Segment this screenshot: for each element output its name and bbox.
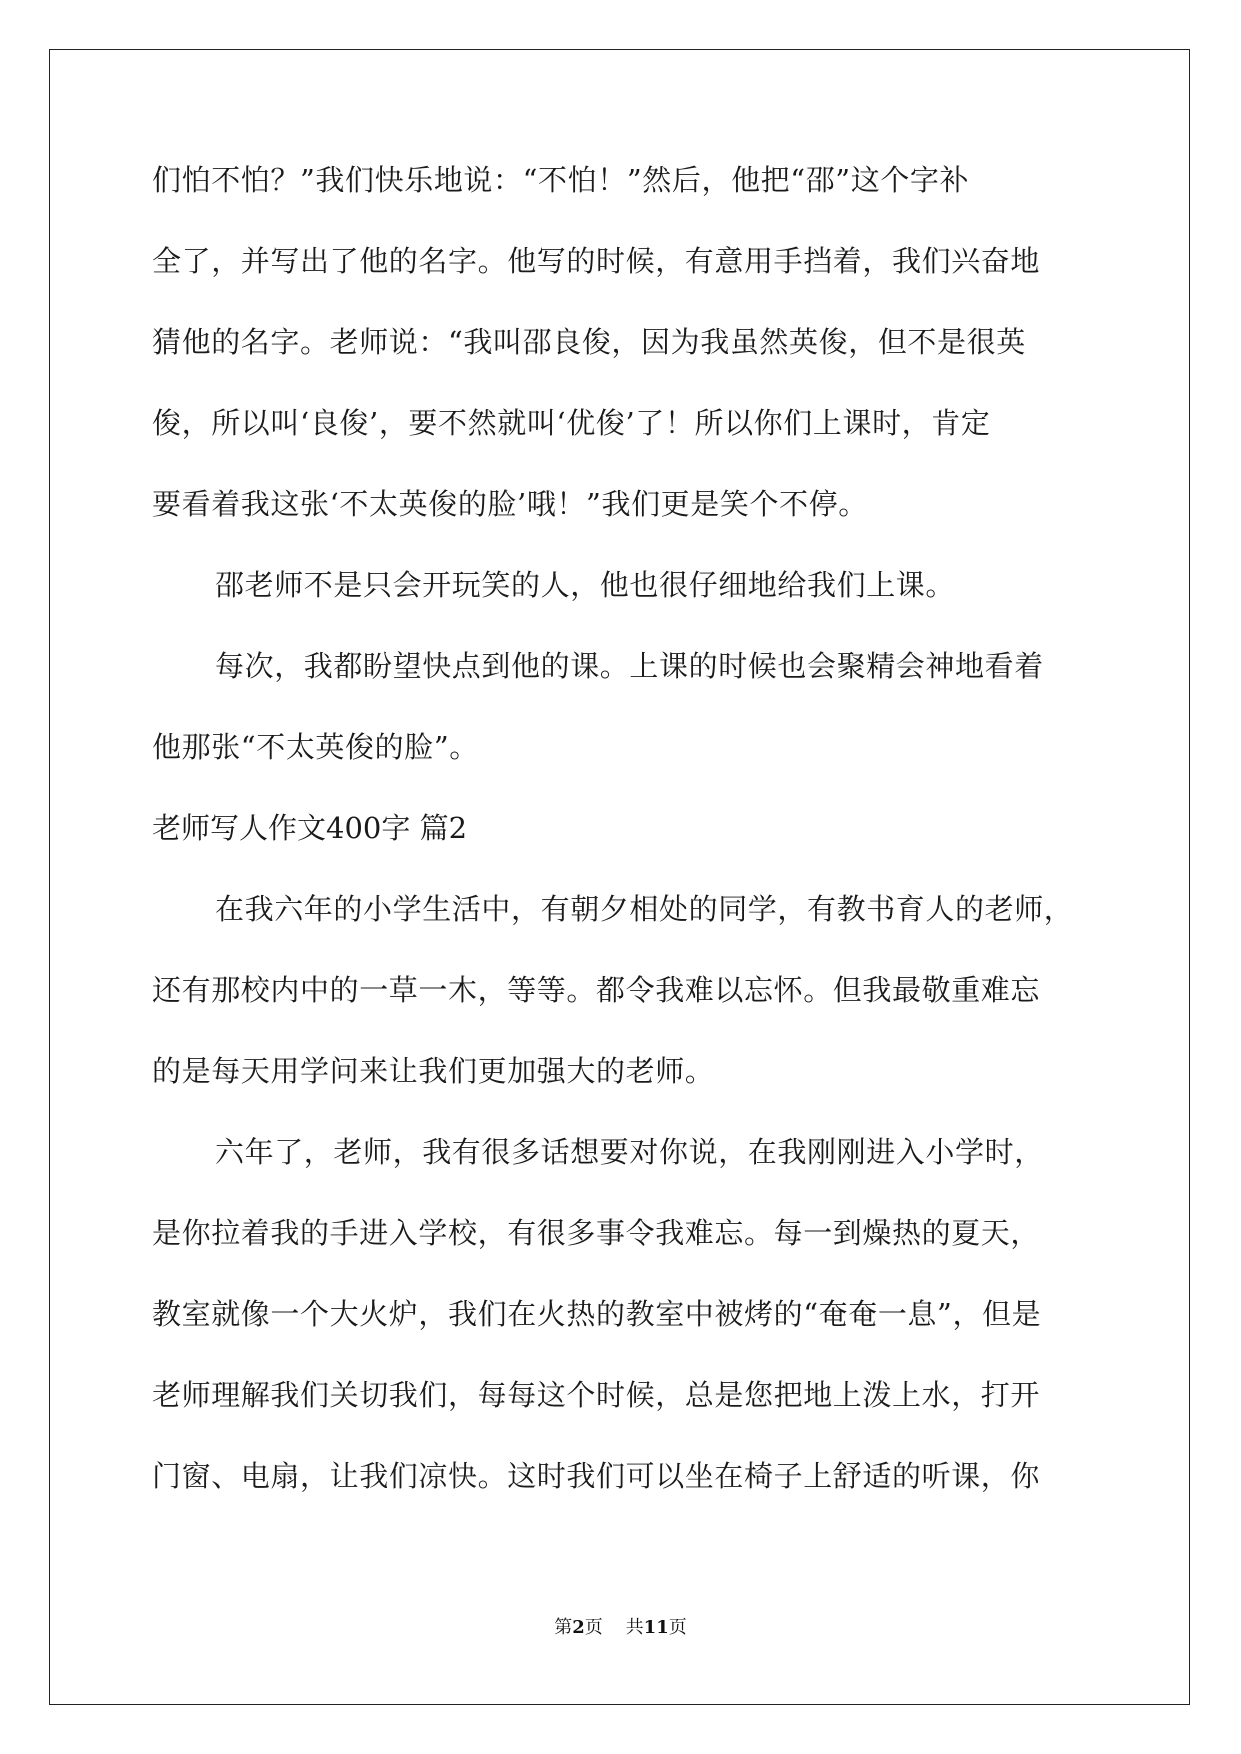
text-line: 俊，所以叫‘良俊’，要不然就叫‘优俊’了！所以你们上课时，肯定	[152, 406, 991, 440]
text-line: 的是每天用学问来让我们更加强大的老师。	[152, 1054, 715, 1088]
text-line: 们怕不怕？”我们快乐地说：“不怕！”然后，他把“邵”这个字补	[152, 163, 970, 197]
text-line: 门窗、电扇，让我们凉快。这时我们可以坐在椅子上舒适的听课，你	[152, 1459, 1041, 1493]
paragraph-start-line: 六年了，老师，我有很多话想要对你说，在我刚刚进入小学时，	[215, 1135, 1044, 1169]
text-line: 还有那校内中的一草一木，等等。都令我难以忘怀。但我最敬重难忘	[152, 973, 1041, 1007]
footer-page-number: 2	[572, 1617, 585, 1638]
section-heading: 老师写人作文400字 篇2	[152, 811, 468, 845]
document-body	[152, 160, 1092, 1537]
text-line: 是你拉着我的手进入学校，有很多事令我难忘。每一到燥热的夏天，	[152, 1216, 1041, 1250]
footer-total-pages: 11	[643, 1617, 669, 1638]
footer-page-suffix: 页	[584, 1617, 603, 1638]
text-line: 全了，并写出了他的名字。他写的时候，有意用手挡着，我们兴奋地	[152, 244, 1041, 278]
text-line: 老师理解我们关切我们，每每这个时候，总是您把地上泼上水，打开	[152, 1378, 1041, 1412]
paragraph-start-line: 邵老师不是只会开玩笑的人，他也很仔细地给我们上课。	[215, 568, 956, 602]
text-line: 猜他的名字。老师说：“我叫邵良俊，因为我虽然英俊，但不是很英	[152, 325, 1026, 359]
footer-total-suffix: 页	[668, 1617, 687, 1638]
page-footer	[0, 1613, 1241, 1639]
footer-page-prefix: 第	[554, 1617, 573, 1638]
text-line: 他那张“不太英俊的脸”。	[152, 730, 479, 764]
paragraph-start-line: 每次，我都盼望快点到他的课。上课的时候也会聚精会神地看着	[215, 649, 1044, 683]
text-line: 教室就像一个大火炉，我们在火热的教室中被烤的“奄奄一息”，但是	[152, 1297, 1042, 1331]
footer-total-prefix: 共	[625, 1617, 644, 1638]
text-line: 要看着我这张‘不太英俊的脸’哦！”我们更是笑个不停。	[152, 487, 868, 521]
paragraph-start-line: 在我六年的小学生活中，有朝夕相处的同学，有教书育人的老师，	[215, 892, 1074, 926]
